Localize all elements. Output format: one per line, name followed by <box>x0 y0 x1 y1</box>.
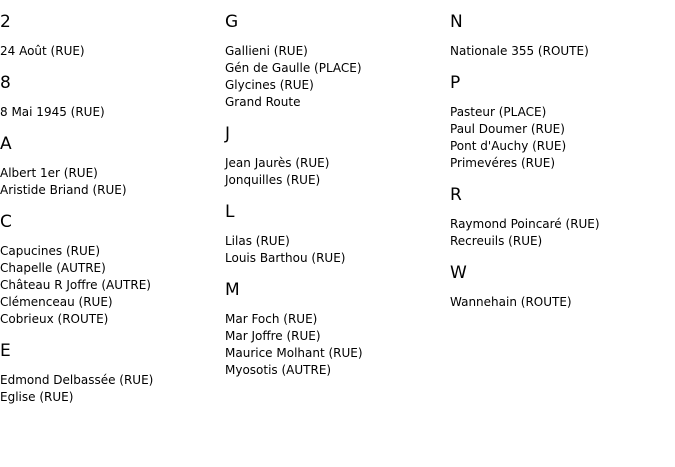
letter-group <box>0 72 220 121</box>
street-entry: Aristide Briand (RUE) <box>0 183 127 197</box>
street-entry: Mar Joffre (RUE) <box>225 329 321 343</box>
letter-heading: R <box>450 185 462 205</box>
letter-heading: A <box>0 134 12 154</box>
letter-group <box>225 279 445 379</box>
letter-heading: P <box>450 73 461 93</box>
street-entry: Pasteur (PLACE) <box>450 105 547 119</box>
street-list <box>0 43 220 60</box>
street-entry: Lilas (RUE) <box>225 234 290 248</box>
street-entry: 24 Août (RUE) <box>0 44 85 58</box>
street-list <box>0 165 220 199</box>
letter-group <box>225 123 445 189</box>
street-entry: Paul Doumer (RUE) <box>450 122 565 136</box>
street-entry: Recreuils (RUE) <box>450 234 543 248</box>
street-entry: Château R Joffre (AUTRE) <box>0 278 151 292</box>
index-column-1 <box>0 11 220 418</box>
street-list <box>450 216 670 250</box>
letter-heading: E <box>0 341 11 361</box>
street-entry: Capucines (RUE) <box>0 244 101 258</box>
street-entry: Louis Barthou (RUE) <box>225 251 346 265</box>
letter-heading: 8 <box>0 73 11 93</box>
letter-heading: W <box>450 263 467 283</box>
street-entry: Albert 1er (RUE) <box>0 166 98 180</box>
letter-heading: C <box>0 212 12 232</box>
letter-heading: J <box>225 124 231 144</box>
letter-group <box>225 11 445 111</box>
letter-group <box>450 262 670 311</box>
letter-group <box>450 11 670 60</box>
street-entry: Wannehain (ROUTE) <box>450 295 572 309</box>
letter-heading: M <box>225 280 240 300</box>
street-entry: Mar Foch (RUE) <box>225 312 318 326</box>
street-list <box>0 372 220 406</box>
street-entry: Chapelle (AUTRE) <box>0 261 106 275</box>
street-list <box>225 155 445 189</box>
street-entry: Gallieni (RUE) <box>225 44 308 58</box>
street-list <box>450 294 670 311</box>
street-entry: Cobrieux (ROUTE) <box>0 312 109 326</box>
street-list <box>0 104 220 121</box>
street-entry: Maurice Molhant (RUE) <box>225 346 363 360</box>
street-list <box>0 243 220 328</box>
street-entry: Pont d'Auchy (RUE) <box>450 139 567 153</box>
letter-heading: 2 <box>0 12 11 32</box>
street-entry: Gén de Gaulle (PLACE) <box>225 61 362 75</box>
street-entry: Nationale 355 (ROUTE) <box>450 44 589 58</box>
index-column-2 <box>225 11 445 391</box>
street-entry: 8 Mai 1945 (RUE) <box>0 105 105 119</box>
letter-group <box>450 184 670 250</box>
street-list <box>225 233 445 267</box>
street-list <box>450 43 670 60</box>
street-entry: Grand Route <box>225 95 301 109</box>
street-entry: Myosotis (AUTRE) <box>225 363 332 377</box>
index-column-3 <box>450 11 670 323</box>
street-entry: Jonquilles (RUE) <box>225 173 321 187</box>
letter-heading: G <box>225 12 239 32</box>
letter-heading: L <box>225 202 235 222</box>
letter-group <box>0 11 220 60</box>
letter-group <box>450 72 670 172</box>
street-entry: Jean Jaurès (RUE) <box>225 156 330 170</box>
street-entry: Clémenceau (RUE) <box>0 295 113 309</box>
street-entry: Eglise (RUE) <box>0 390 74 404</box>
letter-group <box>0 340 220 406</box>
street-list <box>450 104 670 172</box>
letter-group <box>0 133 220 199</box>
street-list <box>225 311 445 379</box>
letter-group <box>225 201 445 267</box>
letter-heading: N <box>450 12 463 32</box>
street-entry: Glycines (RUE) <box>225 78 314 92</box>
letter-group <box>0 211 220 328</box>
street-entry: Raymond Poincaré (RUE) <box>450 217 600 231</box>
street-entry: Primevéres (RUE) <box>450 156 556 170</box>
street-list <box>225 43 445 111</box>
street-entry: Edmond Delbassée (RUE) <box>0 373 154 387</box>
